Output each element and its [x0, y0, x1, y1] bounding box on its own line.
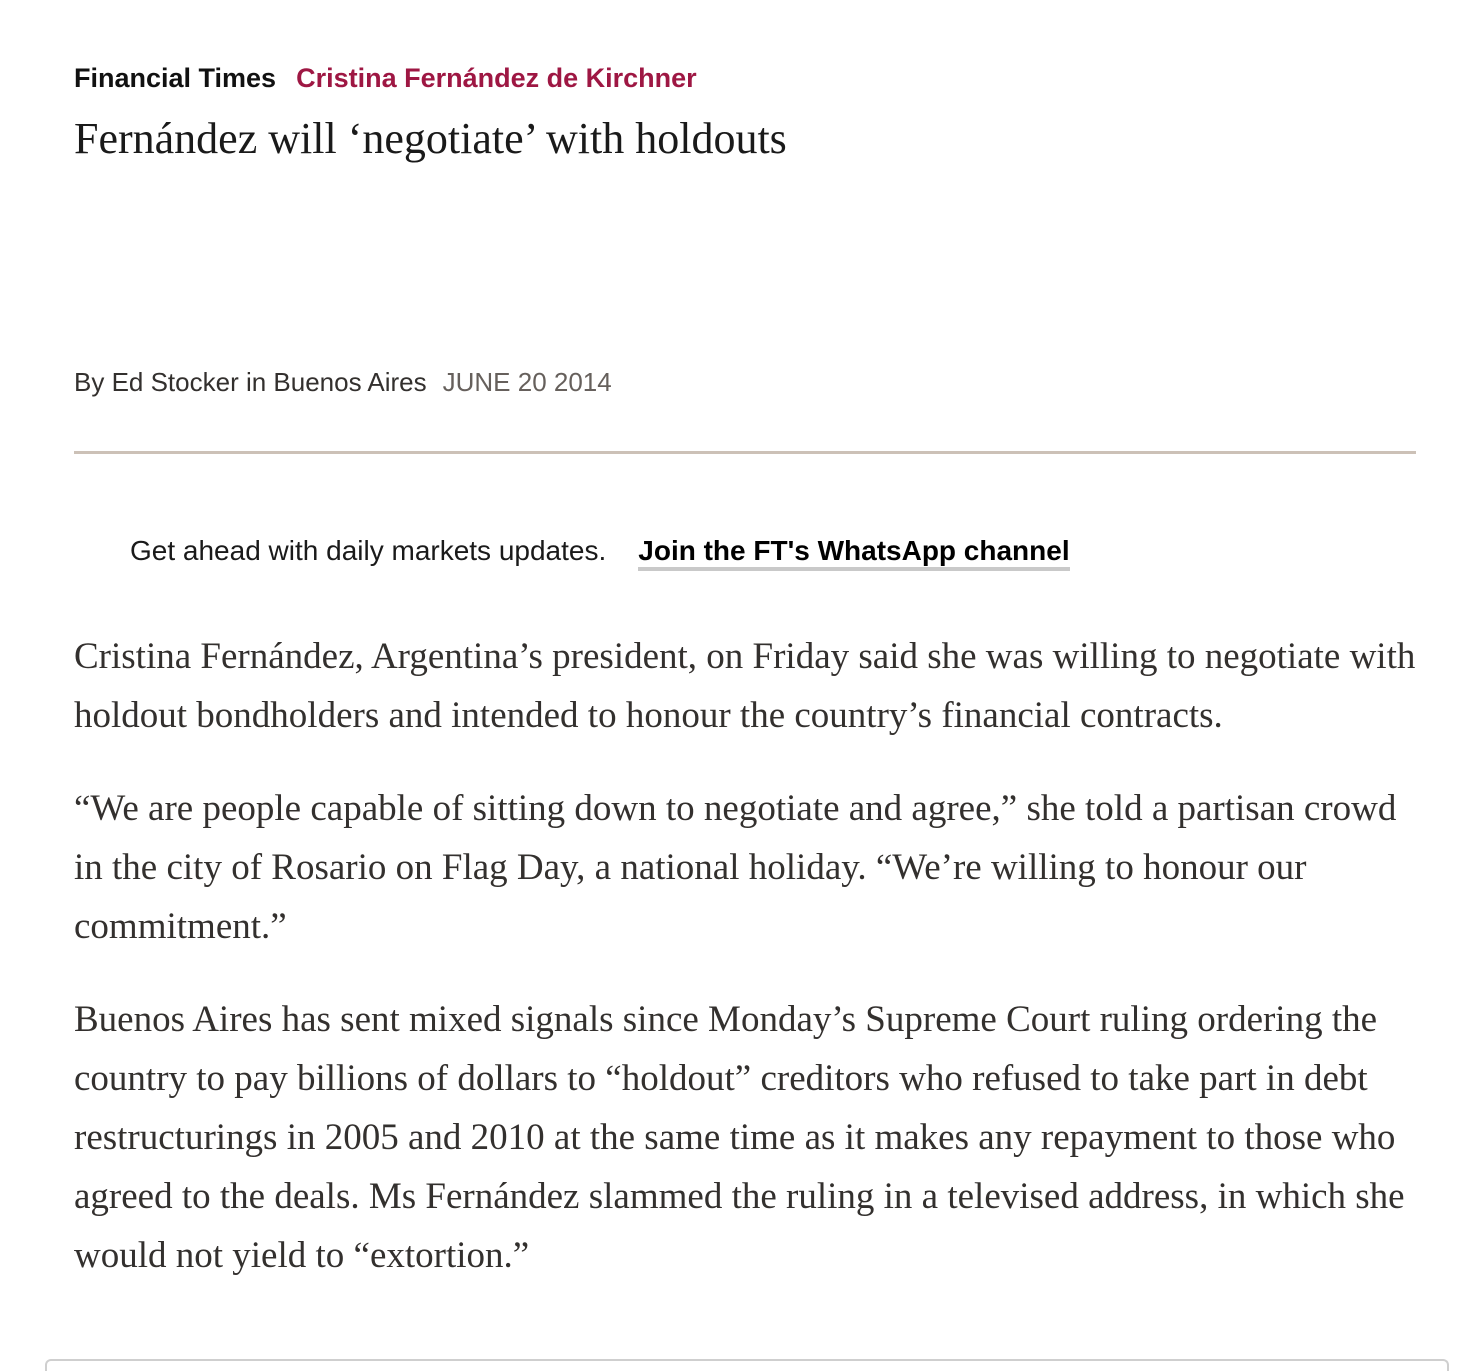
article-body	[74, 627, 1416, 1319]
article-paragraph: Buenos Aires has sent mixed signals since Monday’s Supreme Court ruling ordering the country to pay billions of dollars to “holdout” creditors who refused to take part in debt restructurings in 2005 and 2010 at the same time as it makes any repayment to those who agreed to the deals. Ms Fernández slammed the ruling in a televised address, in which she would not yield to “extortion.”	[74, 999, 1405, 1276]
publish-date: JUNE 20 2014	[442, 367, 612, 397]
whatsapp-promo	[130, 531, 1070, 571]
brand-name[interactable]: Financial Times	[74, 63, 277, 93]
article-kicker	[74, 60, 697, 96]
byline	[74, 364, 612, 400]
article-paragraph: Cristina Fernández, Argentina’s president, on Friday said she was willing to negotiate with holdout bondholders and intended to honour the country’s financial contracts.	[74, 636, 1416, 736]
author-byline: By Ed Stocker in Buenos Aires	[74, 367, 427, 397]
whatsapp-channel-link[interactable]: Join the FT's WhatsApp channel	[638, 535, 1069, 571]
topic-link[interactable]: Cristina Fernández de Kirchner	[296, 63, 697, 93]
section-divider	[74, 451, 1416, 454]
bottom-panel-edge	[45, 1359, 1449, 1371]
article-headline: Fernández will ‘negotiate’ with holdouts	[74, 114, 787, 163]
article-paragraph: “We are people capable of sitting down to negotiate and agree,” she told a partisan crowd in the city of Rosario on Flag Day, a national holiday. “We’re willing to honour our commitment.”	[74, 788, 1397, 947]
promo-text: Get ahead with daily markets updates.	[130, 535, 607, 566]
